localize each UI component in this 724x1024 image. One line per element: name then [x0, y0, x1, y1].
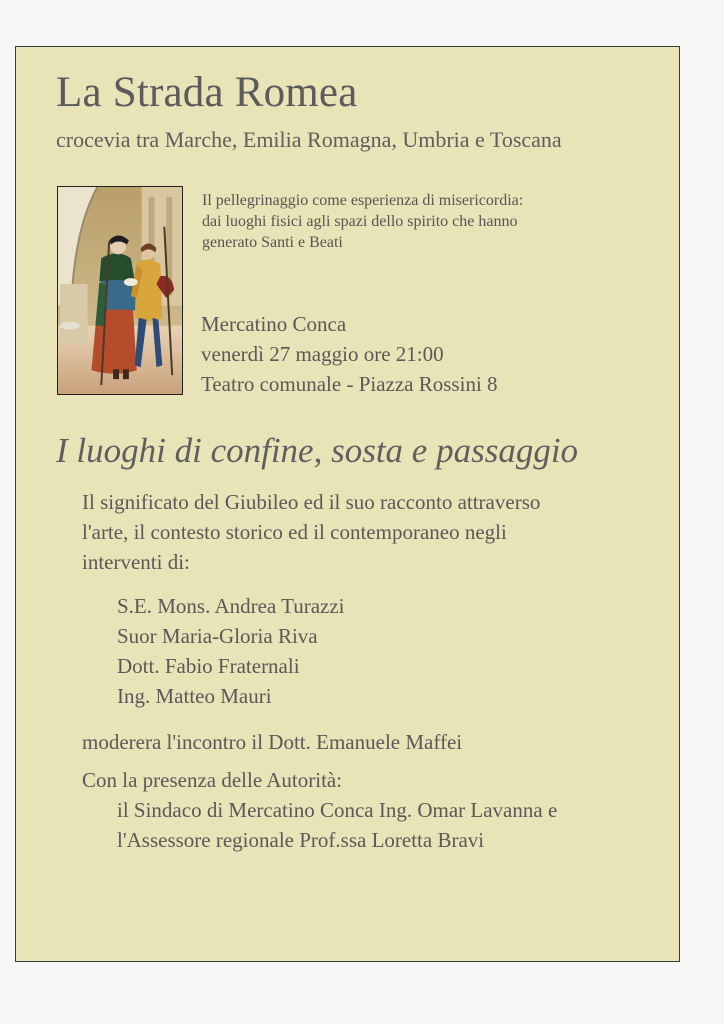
speakers-list	[117, 591, 345, 711]
section-heading: I luoghi di confine, sosta e passaggio	[56, 431, 579, 470]
description-line: l'arte, il contesto storico ed il contemporaneo negli	[82, 520, 507, 544]
authorities-block	[82, 765, 557, 855]
intro-line: generato Santi e Beati	[202, 234, 343, 251]
poster	[15, 46, 680, 962]
speaker-item: Ing. Matteo Mauri	[117, 684, 272, 708]
pilgrims-painting-illustration	[58, 187, 182, 394]
authority-item: il Sindaco di Mercatino Conca Ing. Omar Lavanna e	[117, 798, 558, 822]
poster-title: La Strada Romea	[56, 69, 358, 116]
event-venue: Teatro comunale - Piazza Rossini 8	[201, 372, 498, 396]
event-place: Mercatino Conca	[201, 312, 347, 336]
event-datetime: venerdì 27 maggio ore 21:00	[201, 342, 444, 366]
pilgrims-painting-image	[57, 186, 183, 395]
speaker-item: Suor Maria-Gloria Riva	[117, 624, 318, 648]
event-details	[201, 309, 498, 399]
description-line: Il significato del Giubileo ed il suo racconto attraverso	[82, 490, 541, 514]
intro-line: dai luoghi fisici agli spazi dello spirito che hanno	[202, 213, 518, 230]
description-line: interventi di:	[82, 550, 190, 574]
description-paragraph	[82, 487, 662, 577]
moderator-line: moderera l'incontro il Dott. Emanuele Maffei	[82, 730, 463, 754]
speaker-item: Dott. Fabio Fraternali	[117, 654, 300, 678]
speaker-item: S.E. Mons. Andrea Turazzi	[117, 594, 345, 618]
authorities-lead: Con la presenza delle Autorità:	[82, 768, 343, 792]
authority-item: l'Assessore regionale Prof.ssa Loretta Bravi	[117, 828, 485, 852]
intro-paragraph	[202, 190, 642, 253]
intro-line: Il pellegrinaggio come esperienza di misericordia:	[202, 192, 524, 209]
poster-subtitle: crocevia tra Marche, Emilia Romagna, Umbria e Toscana	[56, 127, 562, 152]
